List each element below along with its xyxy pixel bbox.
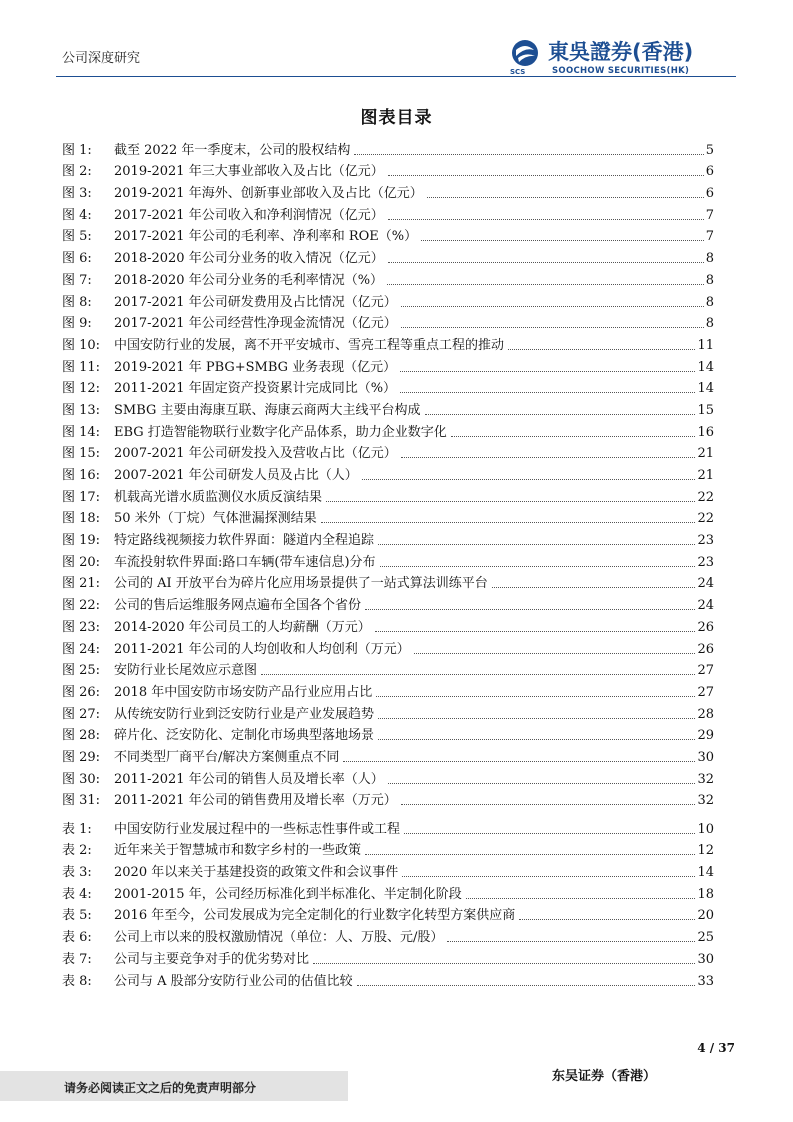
table-list (62, 815, 714, 989)
toc-entry[interactable] (62, 657, 714, 679)
entry-label: 图 27: (62, 706, 101, 722)
entry-page: 18 (697, 886, 714, 902)
entry-label: 图 3: (62, 186, 92, 202)
entry-title: 2019-2021 年 PBG+SMBG 业务表现（亿元） (114, 359, 397, 375)
entry-label: 图 19: (62, 533, 101, 549)
entry-title: 中国安防行业发展过程中的一些标志性事件或工程 (114, 821, 401, 837)
entry-label: 表 8: (62, 973, 92, 989)
entry-title: SMBG 主要由海康互联、海康云商两大主线平台构成 (114, 402, 421, 418)
entry-title: 不同类型厂商平台/解决方案侧重点不同 (114, 749, 340, 765)
toc-entry[interactable] (62, 635, 714, 657)
entry-label: 表 3: (62, 865, 92, 881)
entry-title: 机载高光谱水质监测仪水质反演结果 (114, 489, 323, 505)
entry-page: 14 (697, 381, 714, 397)
toc-entry[interactable] (62, 591, 714, 613)
dot-leader (343, 761, 695, 762)
logo-english-name: SOOCHOW SECURITIES(HK) (552, 66, 690, 76)
entry-page: 23 (697, 554, 714, 570)
entry-page: 8 (705, 316, 714, 332)
entry-label: 表 6: (62, 930, 92, 946)
toc-entry[interactable] (62, 722, 714, 744)
toc-entry[interactable] (62, 483, 714, 505)
dot-leader (400, 392, 695, 393)
entry-title: 2011-2021 年固定资产投资累计完成同比（%） (114, 381, 397, 397)
entry-page: 33 (697, 973, 714, 989)
dot-leader (447, 941, 695, 942)
dot-leader (378, 739, 695, 740)
entry-label: 表 4: (62, 886, 92, 902)
entry-label: 图 11: (62, 359, 101, 375)
dot-leader (451, 436, 696, 437)
entry-label: 图 15: (62, 446, 101, 462)
entry-page: 24 (697, 576, 714, 592)
entry-page: 6 (705, 164, 714, 180)
dot-leader (357, 985, 696, 986)
entry-title: 2019-2021 年三大事业部收入及占比（亿元） (114, 164, 384, 180)
entry-title: 近年来关于智慧城市和数字乡村的一些政策 (114, 843, 362, 859)
entry-title: 安防行业长尾效应示意图 (114, 663, 258, 679)
entry-label: 图 26: (62, 684, 101, 700)
entry-page: 26 (697, 641, 714, 657)
dot-leader (401, 306, 704, 307)
dot-leader (425, 414, 696, 415)
entry-title: 2017-2021 年公司的毛利率、净利率和 ROE（%） (114, 229, 418, 245)
entry-page: 30 (697, 951, 714, 967)
entry-label: 表 7: (62, 951, 92, 967)
footer-firm-name: 东吴证券（香港） (552, 1069, 657, 1084)
entry-page: 7 (705, 207, 714, 223)
entry-page: 25 (697, 930, 714, 946)
toc-entry[interactable] (62, 815, 714, 837)
toc-entry[interactable] (62, 787, 714, 809)
entry-title: 2007-2021 年公司研发人员及占比（人） (114, 468, 358, 483)
toc-entry[interactable] (62, 461, 714, 483)
entry-label: 图 7: (62, 272, 92, 288)
entry-title: 公司的售后运维服务网点遍布全国各个省份 (114, 598, 362, 614)
entry-page: 32 (697, 771, 714, 787)
entry-page: 8 (705, 294, 714, 310)
entry-title: 2014-2020 年公司员工的人均薪酬（万元） (114, 619, 371, 635)
entry-title: 公司的 AI 开放平台为碎片化应用场景提供了一站式算法训练平台 (114, 576, 488, 592)
entry-title: 50 米外（丁烷）气体泄漏探测结果 (114, 511, 317, 527)
entry-label: 图 23: (62, 619, 101, 635)
entry-label: 图 5: (62, 229, 92, 245)
toc-entry[interactable] (62, 396, 714, 418)
dot-leader (321, 522, 696, 523)
entry-title: 2018 年中国安防市场安防产品行业应用占比 (114, 684, 373, 700)
dot-leader (388, 175, 704, 176)
entry-label: 图 17: (62, 489, 101, 505)
toc-entry[interactable] (62, 375, 714, 397)
entry-title: 从传统安防行业到泛安防行业是产业发展趋势 (114, 706, 375, 722)
entry-page: 8 (705, 272, 714, 288)
entry-title: 2019-2021 年海外、创新事业部收入及占比（亿元） (114, 186, 423, 202)
dot-leader (362, 479, 696, 480)
entry-label: 图 21: (62, 576, 101, 592)
entry-title: EBG 打造智能物联行业数字化产品体系，助力企业数字化 (114, 424, 447, 440)
dot-leader (378, 544, 695, 545)
toc-entry[interactable] (62, 526, 714, 548)
toc-entry[interactable] (62, 331, 714, 353)
entry-page: 16 (697, 424, 714, 440)
entry-page: 30 (697, 749, 714, 765)
toc-entry[interactable] (62, 923, 714, 945)
toc-entry[interactable] (62, 310, 714, 332)
entry-page: 14 (697, 865, 714, 881)
entry-title: 2017-2021 年公司研发费用及占比情况（亿元） (114, 294, 397, 310)
toc-entry[interactable] (62, 244, 714, 266)
toc-entry[interactable] (62, 179, 714, 201)
entry-label: 图 24: (62, 641, 101, 657)
entry-title: 2016 年至今，公司发展成为完全定制化的行业数字化转型方案供应商 (114, 908, 516, 924)
entry-label: 图 12: (62, 381, 101, 397)
dot-leader (414, 653, 696, 654)
entry-page: 21 (697, 468, 714, 483)
toc-entry[interactable] (62, 158, 714, 180)
toc-entry[interactable] (62, 548, 714, 570)
entry-page: 11 (697, 337, 714, 353)
entry-page: 21 (697, 446, 714, 462)
dot-leader (508, 349, 695, 350)
toc-entry[interactable] (62, 266, 714, 288)
dot-leader (380, 566, 696, 567)
entry-title: 2011-2021 年公司的销售人员及增长率（人） (114, 771, 384, 787)
entry-page: 28 (697, 706, 714, 722)
disclaimer-note: 请务必阅读正文之后的免责声明部分 (64, 1081, 257, 1095)
entry-label: 图 28: (62, 728, 101, 744)
page-title: 图表目录 (360, 108, 433, 128)
entry-title: 碎片化、泛安防化、定制化市场典型落地场景 (114, 728, 375, 744)
dot-leader (519, 919, 695, 920)
entry-page: 22 (697, 511, 714, 527)
entry-page: 7 (705, 229, 714, 245)
dot-leader (375, 631, 696, 632)
toc-entry[interactable] (62, 880, 714, 902)
dot-leader (421, 240, 704, 241)
entry-label: 图 13: (62, 402, 101, 418)
toc-entry[interactable] (62, 858, 714, 880)
entry-label: 图 8: (62, 294, 92, 310)
dot-leader (402, 876, 695, 877)
entry-label: 图 10: (62, 337, 101, 353)
entry-label: 图 14: (62, 424, 101, 440)
entry-page: 8 (705, 251, 714, 267)
entry-page: 27 (697, 663, 714, 679)
dot-leader (354, 154, 703, 155)
entry-title: 中国安防行业的发展，离不开平安城市、雪亮工程等重点工程的推动 (114, 337, 505, 353)
toc-entry[interactable] (62, 505, 714, 527)
report-type-label: 公司深度研究 (62, 51, 141, 66)
entry-label: 表 2: (62, 843, 92, 859)
toc-entry[interactable] (62, 837, 714, 859)
dot-leader (401, 804, 696, 805)
dot-leader (466, 898, 696, 899)
dot-leader (388, 219, 704, 220)
entry-page: 10 (697, 821, 714, 837)
toc-entry[interactable] (62, 700, 714, 722)
dot-leader (376, 696, 695, 697)
entry-title: 2007-2021 年公司研发投入及营收占比（亿元） (114, 446, 397, 462)
toc-entry[interactable] (62, 902, 714, 924)
entry-label: 图 18: (62, 511, 101, 527)
entry-page: 20 (697, 908, 714, 924)
dot-leader (400, 371, 695, 372)
entry-page: 27 (697, 684, 714, 700)
entry-label: 表 1: (62, 821, 92, 837)
toc-entry[interactable] (62, 353, 714, 375)
dot-leader (365, 609, 695, 610)
toc-entry[interactable] (62, 570, 714, 592)
dot-leader (401, 457, 696, 458)
toc-entry[interactable] (62, 765, 714, 787)
dot-leader (427, 197, 704, 198)
entry-title: 公司与 A 股部分安防行业公司的估值比较 (114, 973, 353, 989)
entry-label: 图 1: (62, 142, 92, 158)
dot-leader (387, 284, 704, 285)
header-divider (56, 76, 736, 77)
entry-title: 2017-2021 年公司经营性净现金流情况（亿元） (114, 316, 397, 332)
dot-leader (313, 963, 695, 964)
toc-entry[interactable] (62, 288, 714, 310)
entry-label: 图 30: (62, 771, 101, 787)
dot-leader (404, 833, 695, 834)
entry-page: 32 (697, 793, 714, 809)
entry-label: 图 16: (62, 468, 101, 483)
toc-entry[interactable] (62, 945, 714, 967)
figure-list (62, 136, 714, 808)
logo-chinese-name: 東吳證券(香港) (548, 40, 694, 64)
entry-page: 22 (697, 489, 714, 505)
entry-label: 图 29: (62, 749, 101, 765)
toc-entry[interactable] (62, 223, 714, 245)
dot-leader (378, 718, 695, 719)
entry-label: 图 4: (62, 207, 92, 223)
toc-entry[interactable] (62, 967, 714, 989)
entry-label: 图 25: (62, 663, 101, 679)
dot-leader (401, 327, 704, 328)
entry-label: 表 5: (62, 908, 92, 924)
logo-abbr: SCS (510, 68, 526, 76)
entry-page: 29 (697, 728, 714, 744)
entry-title: 2020 年以来关于基建投资的政策文件和会议事件 (114, 865, 399, 881)
entry-label: 图 31: (62, 793, 101, 809)
toc-entry[interactable] (62, 136, 714, 158)
entry-title: 2011-2021 年公司的人均创收和人均创利（万元） (114, 641, 410, 657)
entry-label: 图 2: (62, 164, 92, 180)
toc-entry[interactable] (62, 743, 714, 765)
entry-page: 24 (697, 598, 714, 614)
dot-leader (261, 674, 695, 675)
toc-entry[interactable] (62, 613, 714, 635)
entry-page: 6 (705, 186, 714, 202)
entry-label: 图 22: (62, 598, 101, 614)
entry-title: 车流投射软件界面:路口车辆(带车速信息)分布 (114, 554, 376, 570)
entry-title: 2011-2021 年公司的销售费用及增长率（万元） (114, 793, 397, 809)
dot-leader (326, 501, 695, 502)
page-number: 4 / 37 (697, 1041, 735, 1055)
dot-leader (365, 854, 695, 855)
entry-title: 2017-2021 年公司收入和净利润情况（亿元） (114, 207, 384, 223)
entry-title: 2001-2015 年，公司经历标准化到半标准化、半定制化阶段 (114, 886, 462, 902)
entry-page: 12 (697, 843, 714, 859)
entry-title: 2018-2020 年公司分业务的毛利率情况（%） (114, 272, 384, 288)
entry-page: 14 (697, 359, 714, 375)
entry-label: 图 20: (62, 554, 101, 570)
entry-title: 2018-2020 年公司分业务的收入情况（亿元） (114, 251, 384, 267)
dot-leader (492, 587, 696, 588)
entry-title: 公司上市以来的股权激励情况（单位：人、万股、元/股） (114, 930, 444, 946)
entry-page: 15 (697, 402, 714, 418)
dot-leader (388, 783, 696, 784)
entry-label: 图 6: (62, 251, 92, 267)
dot-leader (388, 262, 704, 263)
toc-entry[interactable] (62, 418, 714, 440)
entry-page: 23 (697, 533, 714, 549)
entry-title: 特定路线视频接力软件界面：隧道内全程追踪 (114, 533, 375, 549)
entry-title: 公司与主要竞争对手的优劣势对比 (114, 951, 310, 967)
toc-entry[interactable] (62, 201, 714, 223)
entry-page: 26 (697, 619, 714, 635)
entry-title: 截至 2022 年一季度末，公司的股权结构 (114, 142, 351, 158)
entry-page: 5 (705, 142, 714, 158)
toc-entry[interactable] (62, 678, 714, 700)
toc-entry[interactable] (62, 440, 714, 462)
entry-label: 图 9: (62, 316, 92, 332)
